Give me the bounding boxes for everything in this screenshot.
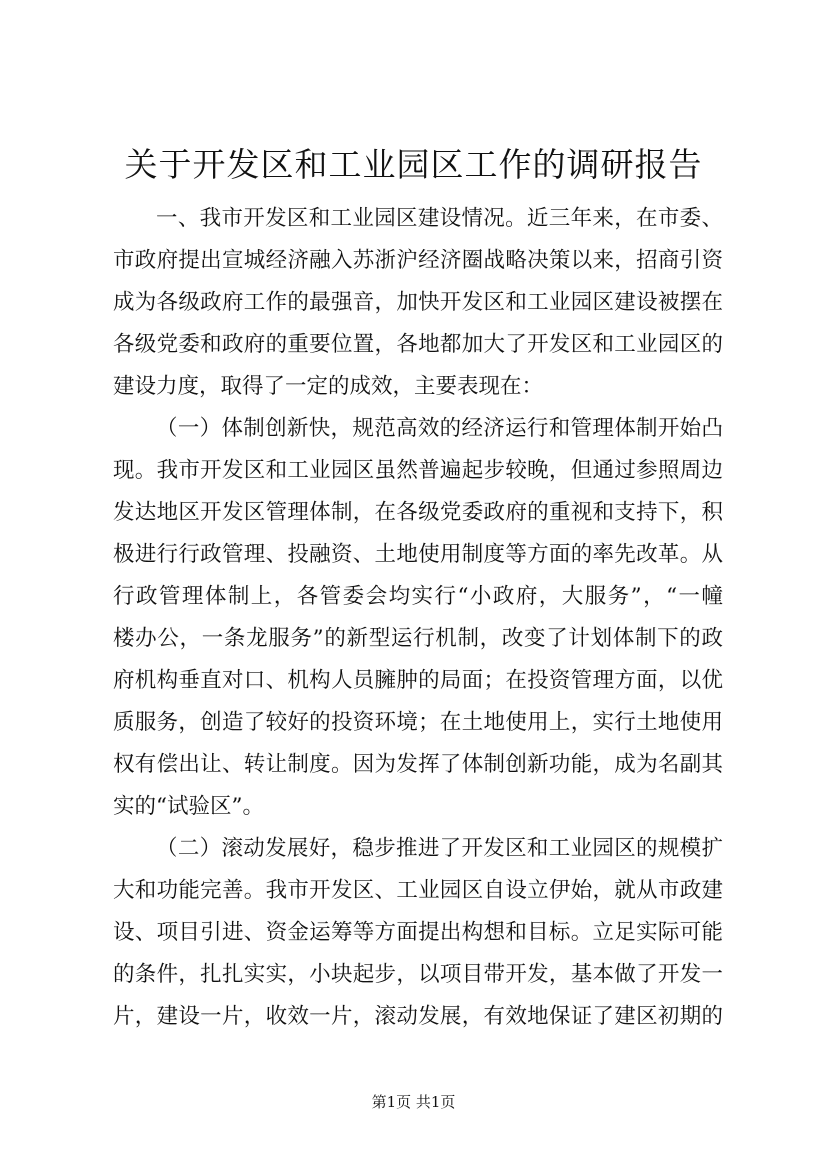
text-line: 设、项目引进、资金运筹等方面提出构想和目标。立足实际可能	[113, 920, 723, 945]
text-line: 市政府提出宣城经济融入苏浙沪经济圈战略决策以来，招商引资	[113, 248, 723, 273]
document-body	[113, 198, 723, 1038]
text-line: 发达地区开发区管理体制，在各级党委政府的重视和支持下，积	[113, 500, 723, 525]
text-line: 实的“试验区”。	[113, 794, 264, 819]
text-line: 各级党委和政府的重要位置，各地都加大了开发区和工业园区的	[113, 332, 723, 357]
text-line: （二）滚动发展好，稳步推进了开发区和工业园区的规模扩	[156, 836, 723, 861]
text-line: 大和功能完善。我市开发区、工业园区自设立伊始，就从市政建	[113, 878, 723, 903]
text-line: （一）体制创新快，规范高效的经济运行和管理体制开始凸	[156, 416, 723, 441]
text-line: 片，建设一片，收效一片，滚动发展，有效地保证了建区初期的	[113, 1004, 723, 1029]
page-footer: 第1页 共1页	[371, 1093, 456, 1111]
text-line: 极进行行政管理、投融资、土地使用制度等方面的率先改革。从	[113, 542, 723, 567]
text-line: 府机构垂直对口、机构人员臃肿的局面；在投资管理方面，以优	[113, 668, 723, 693]
text-line: 成为各级政府工作的最强音，加快开发区和工业园区建设被摆在	[113, 290, 723, 315]
text-line: 的条件，扎扎实实，小块起步，以项目带开发，基本做了开发一	[113, 962, 723, 987]
text-line: 质服务，创造了较好的投资环境；在土地使用上，实行土地使用	[113, 710, 723, 735]
text-line: 行政管理体制上，各管委会均实行“小政府，大服务”，“一幢	[113, 584, 723, 609]
text-line: 一、我市开发区和工业园区建设情况。近三年来，在市委、	[156, 206, 723, 231]
document-title: 关于开发区和工业园区工作的调研报告	[124, 145, 703, 184]
text-line: 权有偿出让、转让制度。因为发挥了体制创新功能，成为名副其	[113, 752, 723, 777]
text-line: 建设力度，取得了一定的成效，主要表现在：	[113, 374, 544, 399]
text-line: 楼办公，一条龙服务”的新型运行机制，改变了计划体制下的政	[113, 626, 723, 651]
text-line: 现。我市开发区和工业园区虽然普遍起步较晚，但通过参照周边	[113, 458, 723, 483]
